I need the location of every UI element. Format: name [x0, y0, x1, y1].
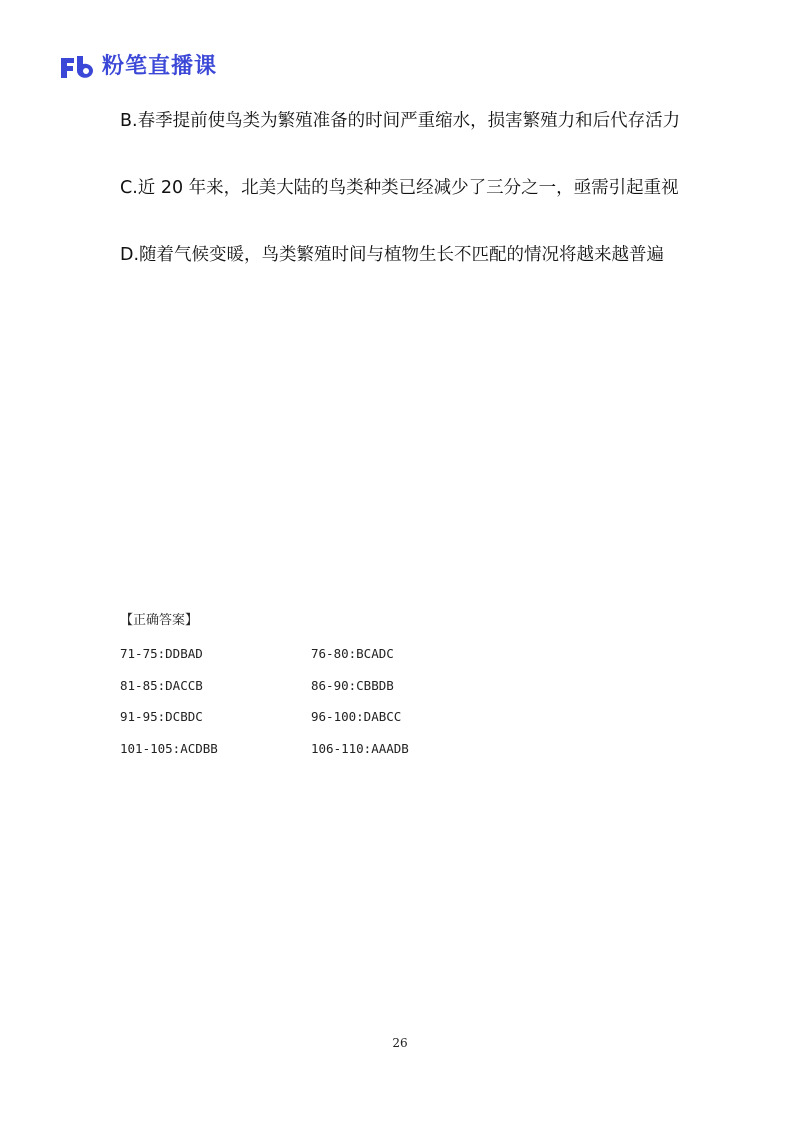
answer-row [120, 670, 520, 702]
fenbi-logo-icon [58, 52, 98, 82]
answer-cell: 101-105:ACDBB [120, 740, 218, 756]
answer-cell: 81-85:DACCB [120, 677, 203, 693]
option-d: D.随着气候变暖，鸟类繁殖时间与植物生长不匹配的情况将越来越普遍 [120, 245, 665, 265]
answer-cell: 86-90:CBBDB [311, 677, 394, 693]
answer-cell: 76-80:BCADC [311, 646, 394, 661]
answer-key-title: 【正确答案】 [120, 613, 199, 628]
answer-cell: 71-75:DDBAD [120, 646, 203, 661]
option-c: C.近 20 年来，北美大陆的鸟类种类已经减少了三分之一，亟需引起重视 [120, 178, 679, 198]
answer-key [120, 608, 520, 764]
answer-cell: 96-100:DABCC [311, 709, 402, 724]
answer-cell: 91-95:DCBDC [120, 709, 203, 724]
answer-cell: 106-110:AAADB [311, 740, 409, 756]
answer-row [120, 701, 520, 733]
brand-header [58, 52, 217, 82]
answer-row [120, 638, 520, 670]
option-b: B.春季提前使鸟类为繁殖准备的时间严重缩水，损害繁殖力和后代存活力 [120, 111, 681, 131]
brand-name: 粉笔直播课 [102, 54, 218, 79]
answer-row [120, 733, 520, 765]
page-number: 26 [392, 1036, 408, 1050]
answer-options [120, 104, 700, 273]
